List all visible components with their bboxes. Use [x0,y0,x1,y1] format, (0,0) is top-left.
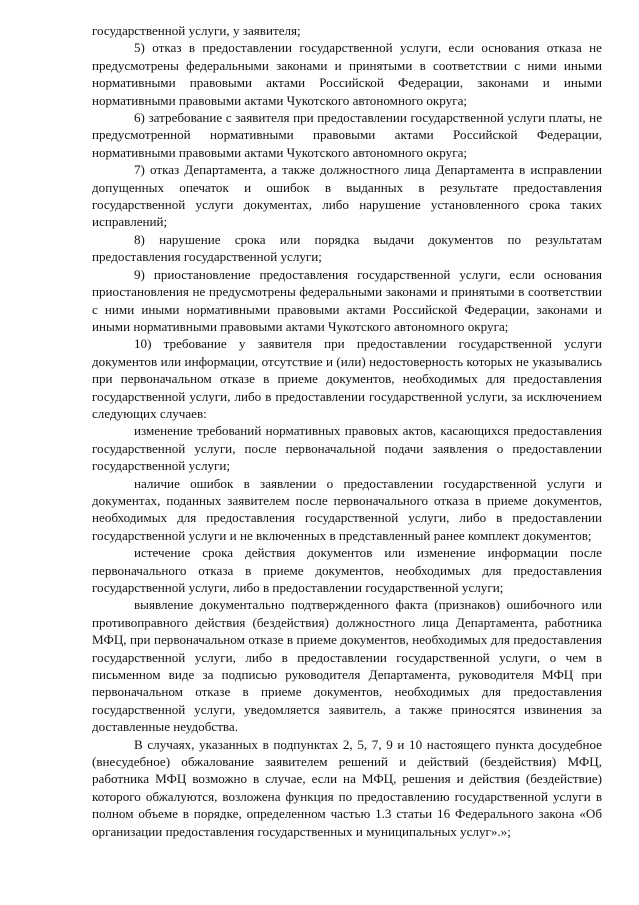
paragraph-item-7: 7) отказ Департамента, а также должностного лица Департамента в исправлении допущенных опечаток и ошибок в выданных в результате предоставления государственной услуги документах, либо нарушение установленного срока таких исправлений; [92,162,602,230]
paragraph-closing: В случаях, указанных в подпунктах 2, 5, 7, 9 и 10 настоящего пункта досудебное (внесудебное) обжалование заявителем решений и действий (бездействия) МФЦ, работника МФЦ возможно в случае, если на МФЦ, решения и действия (бездействие) которого обжалуются, возложена функция по предоставлению государственной услуги в полном объеме в порядке, определенном частью 1.3 статьи 16 Федерального закона «Об организации предоставления государственных и муниципальных услуг».»; [92,736,602,839]
paragraph-item-8: 8) нарушение срока или порядка выдачи документов по результатам предоставления государственной услуги; [92,231,602,265]
paragraph-item-9: 9) приостановление предоставления государственной услуги, если основания приостановления не предусмотрены федеральными законами и принятыми в соответствии с ними иными нормативными правовыми актами Российской Федерации, законами и иными нормативными правовыми актами Чукотского автономного округа; [92,266,602,334]
paragraph-item-6: 6) затребование с заявителя при предоставлении государственной услуги платы, не предусмотренной нормативными правовыми актами Российской Федерации, нормативными правовыми актами Чукотского автономного округа; [92,110,602,160]
paragraph-item-5: 5) отказ в предоставлении государственной услуги, если основания отказа не предусмотрены федеральными законами и принятыми в соответствии с ними иными нормативными правовыми актами Российской Федерации, законами и иными нормативными правовыми актами Чукотского автономного округа; [92,40,602,108]
paragraph-exception-1: изменение требований нормативных правовых актов, касающихся предоставления государственной услуги, после первоначальной подачи заявления о предоставлении государственной услуги; [92,423,602,474]
paragraph-exception-2: наличие ошибок в заявлении о предоставлении государственной услуги и документах, поданных заявителем после первоначального отказа в приеме документов, необходимых для предоставления государственной услуги, либо в предоставлении государственной услуги и не включенных в представленный ранее комплект документов; [92,475,602,543]
paragraph-exception-3: истечение срока действия документов или изменение информации после первоначального отказа в приеме документов, необходимых для предоставления государственной услуги, либо в предоставлении государственной услуги; [92,545,602,595]
paragraph-item-10: 10) требование у заявителя при предоставлении государственной услуги документов или информации, отсутствие и (или) недостоверность которых не указывались при первоначальном отказе в приеме документов, необходимых для предоставления государственной услуги, либо в предоставлении государственной услуги, за исключением следующих случаев: [92,336,602,421]
paragraph-exception-4: выявление документально подтвержденного факта (признаков) ошибочного или противоправного действия (бездействия) должностного лица Департамента, работника МФЦ, при первоначальном отказе в приеме документов, необходимых для предоставления государственной услуги, либо в предоставлении государственной услуги, о чем в письменном виде за подписью руководителя Департамента, руководителя МФЦ при первоначальном отказе в приеме документов, необходимых для предоставления государственной услуги, уведомляется заявитель, а также приносятся извинения за доставленные неудобства. [92,597,602,735]
paragraph-continuation: государственной услуги, у заявителя; [92,23,301,38]
document-page [92,22,602,840]
